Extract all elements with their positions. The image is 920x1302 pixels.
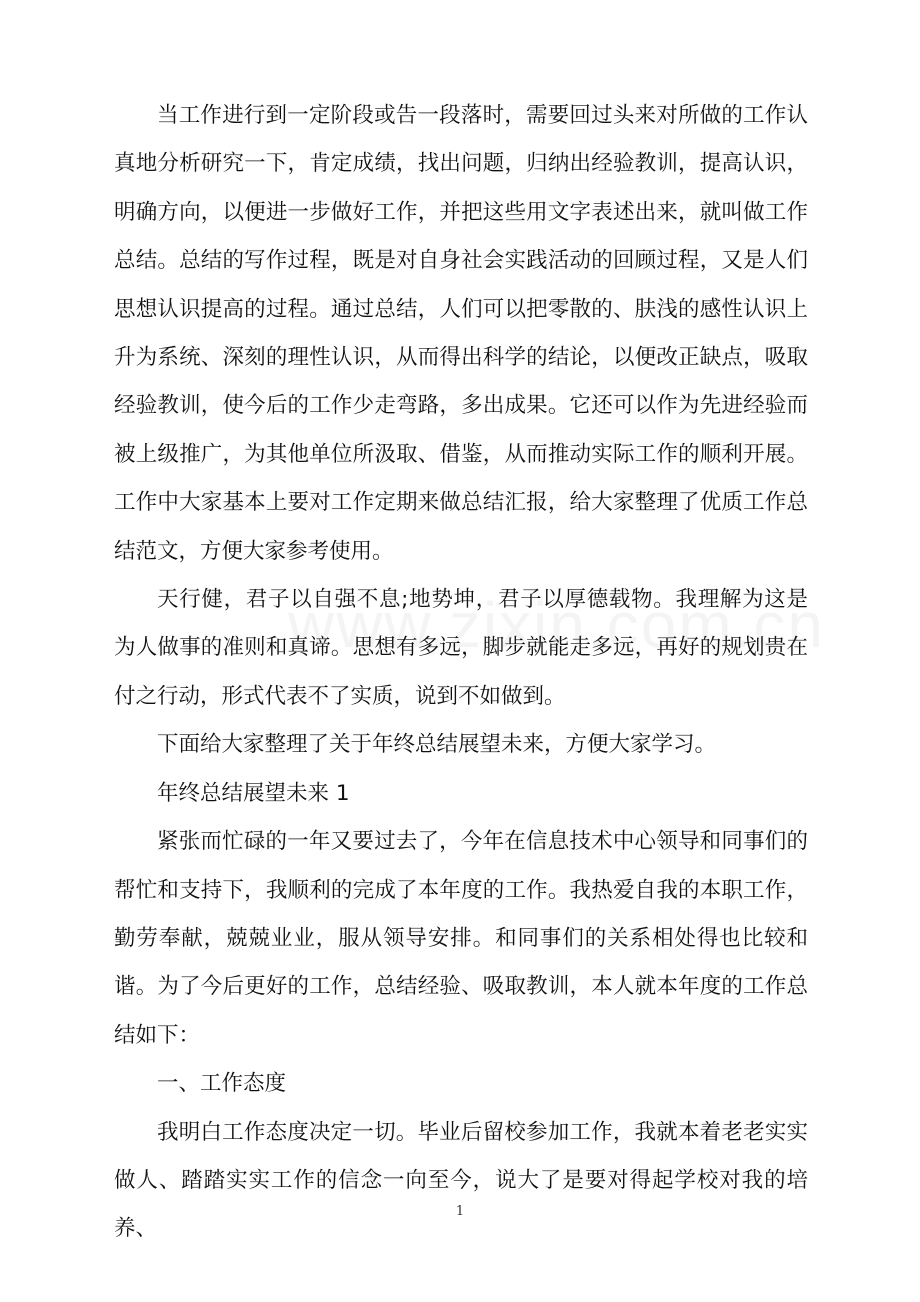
paragraph-intro: 当工作进行到一定阶段或告一段落时，需要回过头来对所做的工作认真地分析研究一下，肯定成绩，找出问题，归纳出经验教训，提高认识，明确方向，以便进一步做好工作，并把这些用文字表述出来，就叫做工作总结。总结的写作过程，既是对自身社会实践活动的回顾过程，又是人们思想认识提高的过程。通过总结，人们可以把零散的、肤浅的感性认识上升为系统、深刻的理性认识，从而得出科学的结论，以便改正缺点，吸取经验教训，使今后的工作少走弯路，多出成果。它还可以作为先进经验而被上级推广，为其他单位所汲取、借鉴，从而推动实际工作的顺利开展。工作中大家基本上要对工作定期来做总结汇报，给大家整理了优质工作总结范文，方便大家参考使用。 — [114, 103, 808, 564]
paragraph-attitude: 我明白工作态度决定一切。毕业后留校参加工作，我就本着老老实实做人、踏踏实实工作的信念一向至今，说大了是要对得起学校对我的培养、 — [114, 1119, 808, 1242]
page-number: 1 — [455, 1204, 465, 1219]
document-body — [114, 92, 808, 1254]
paragraph-quote: 天行健，君子以自强不息;地势坤，君子以厚德载物。我理解为这是为人做事的准则和真谛。思想有多远，脚步就能走多远，再好的规划贵在付之行动，形式代表不了实质，说到不如做到。 — [114, 587, 808, 709]
paragraph-overview: 紧张而忙碌的一年又要过去了，今年在信息技术中心领导和同事们的帮忙和支持下，我顺利的完成了本年度的工作。我热爱自我的本职工作，勤劳奉献，兢兢业业，服从领导安排。和同事们的关系相处得也比较和谐。为了今后更好的工作，总结经验、吸取教训，本人就本年度的工作总结如下： — [114, 829, 808, 1048]
subsection-heading: 一、工作态度 — [157, 1071, 287, 1097]
section-title: 年终总结展望未来 1 — [157, 780, 350, 806]
paragraph-lead-in: 下面给大家整理了关于年终总结展望未来，方便大家学习。 — [157, 732, 717, 758]
